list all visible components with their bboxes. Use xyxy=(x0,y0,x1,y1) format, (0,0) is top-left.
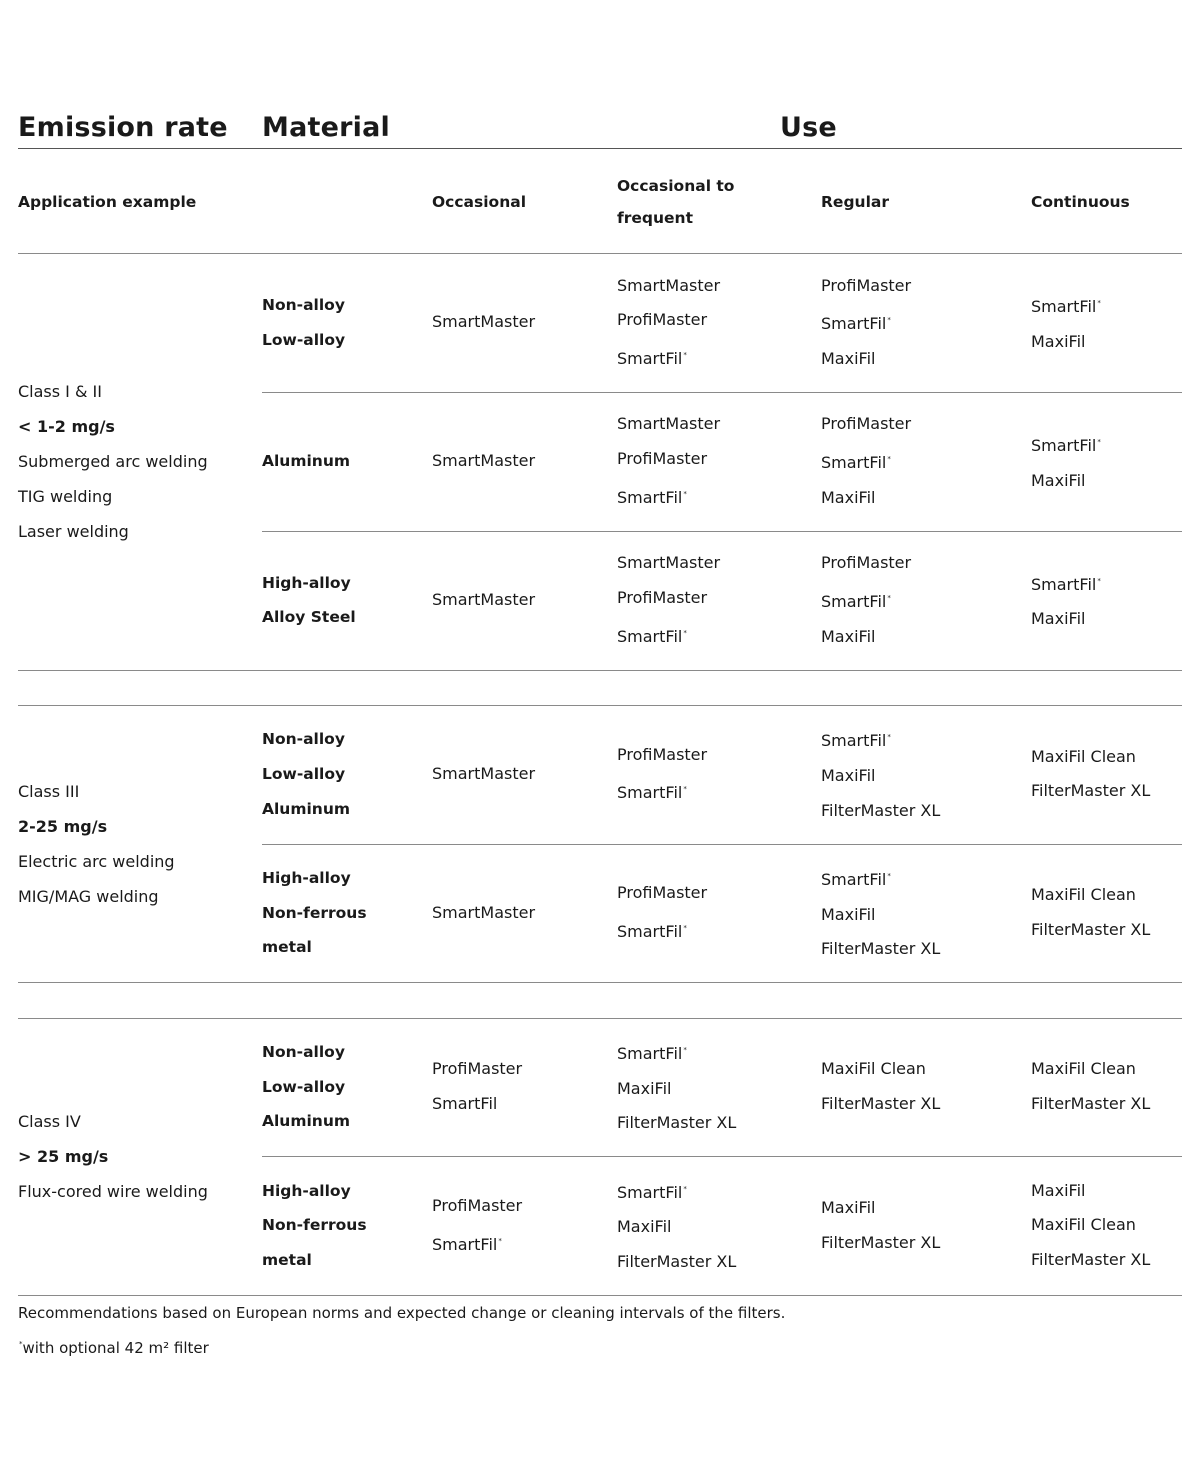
cell-occasional xyxy=(432,844,612,983)
cell-occasional xyxy=(432,705,612,844)
product-name xyxy=(1031,325,1191,360)
text: SmartFil xyxy=(617,783,683,803)
product-name xyxy=(1031,1208,1191,1243)
cell-occasional-to-frequent xyxy=(617,531,817,670)
footnote-star: * xyxy=(683,489,687,498)
product-name xyxy=(617,876,817,911)
product-name xyxy=(617,911,817,950)
cell-occasional-to-frequent xyxy=(617,392,817,531)
product-name xyxy=(617,303,817,338)
product-name xyxy=(617,1245,817,1280)
cell-regular xyxy=(821,392,1026,531)
product-name xyxy=(432,1189,612,1224)
text: SmartMaster xyxy=(617,414,721,434)
text: ProfiMaster xyxy=(432,1059,523,1079)
material-label xyxy=(262,1174,427,1209)
product-name xyxy=(1031,1243,1191,1278)
text: SmartFil xyxy=(821,314,887,334)
text: FilterMaster XL xyxy=(617,1113,737,1133)
material-label xyxy=(262,1208,427,1243)
text: ProfiMaster xyxy=(617,587,708,607)
product-name xyxy=(821,1191,1026,1226)
text: High-alloy xyxy=(262,573,351,592)
product-name xyxy=(617,1033,817,1072)
product-name xyxy=(617,442,817,477)
footnote-star: * xyxy=(683,923,687,932)
text: Aluminum xyxy=(262,452,351,471)
text: High-alloy xyxy=(262,868,351,887)
column-header-occasional-to-frequent-line1: Occasional to xyxy=(617,177,735,195)
group-divider xyxy=(18,670,1182,671)
product-name xyxy=(1031,464,1191,499)
group-divider xyxy=(18,1295,1182,1296)
application-example: Laser welding xyxy=(18,522,129,542)
text: MaxiFil xyxy=(821,904,876,924)
product-name xyxy=(1031,602,1191,637)
product-name xyxy=(617,1210,817,1245)
product-name xyxy=(617,407,817,442)
emission-class-cell xyxy=(18,254,258,670)
product-name xyxy=(1031,564,1191,603)
text: metal xyxy=(262,1250,312,1269)
product-name xyxy=(617,581,817,616)
text: Low-alloy xyxy=(262,1077,346,1096)
cell-continuous xyxy=(1031,254,1191,393)
class-name: Class I & II xyxy=(18,382,102,402)
text: MaxiFil xyxy=(821,349,876,369)
material-label xyxy=(262,792,427,827)
footnote-star: * xyxy=(498,1236,502,1245)
cell-occasional-to-frequent xyxy=(617,844,817,983)
product-name xyxy=(432,1224,612,1263)
product-name xyxy=(821,1226,1026,1261)
material-label xyxy=(262,1035,427,1070)
cell-continuous xyxy=(1031,844,1191,983)
text: MaxiFil xyxy=(821,765,876,785)
cell-continuous xyxy=(1031,531,1191,670)
cell-regular xyxy=(821,254,1026,393)
material-label xyxy=(262,288,427,323)
application-example: MIG/MAG welding xyxy=(18,886,159,906)
product-name xyxy=(617,269,817,304)
emission-rate-heading: Emission rate xyxy=(18,112,228,143)
footnote-star: * xyxy=(1097,576,1101,585)
cell-material xyxy=(262,254,427,393)
cell-occasional-to-frequent xyxy=(617,254,817,393)
text: SmartFil xyxy=(617,1182,683,1202)
material-label xyxy=(262,722,427,757)
product-name xyxy=(617,1106,817,1141)
product-name xyxy=(617,1072,817,1107)
cell-occasional xyxy=(432,531,612,670)
application-example: Electric arc welding xyxy=(18,851,175,871)
cell-continuous xyxy=(1031,1018,1191,1157)
emission-class-cell xyxy=(18,1018,258,1295)
material-label xyxy=(262,566,427,601)
application-example: Flux-cored wire welding xyxy=(18,1181,208,1201)
text: SmartFil xyxy=(617,349,683,369)
product-name xyxy=(617,738,817,773)
text: SmartMaster xyxy=(617,275,721,295)
footnote-star: * xyxy=(683,785,687,794)
footnote-star: * xyxy=(887,871,891,880)
material-label xyxy=(262,444,427,479)
emission-rate-value: 2-25 mg/s xyxy=(18,816,108,836)
product-name xyxy=(821,620,1026,655)
product-name xyxy=(1031,774,1191,809)
cell-continuous xyxy=(1031,392,1191,531)
text: SmartFil xyxy=(617,1043,683,1063)
material-label xyxy=(262,1104,427,1139)
product-name xyxy=(821,407,1026,442)
text: FilterMaster XL xyxy=(821,1093,941,1113)
cell-regular xyxy=(821,1018,1026,1157)
product-name xyxy=(1031,1052,1191,1087)
footnote-star: * xyxy=(683,628,687,637)
material-label xyxy=(262,600,427,635)
material-label xyxy=(262,1070,427,1105)
text: MaxiFil xyxy=(821,487,876,507)
text: High-alloy xyxy=(262,1181,351,1200)
use-heading: Use xyxy=(780,112,837,143)
text: MaxiFil xyxy=(821,626,876,646)
text: SmartFil xyxy=(821,591,887,611)
product-name xyxy=(432,305,612,340)
product-name xyxy=(617,477,817,516)
material-label xyxy=(262,757,427,792)
text: ProfiMaster xyxy=(617,310,708,330)
product-name xyxy=(821,720,1026,759)
product-name xyxy=(617,772,817,811)
cell-regular xyxy=(821,1156,1026,1295)
cell-regular xyxy=(821,705,1026,844)
text: SmartFil xyxy=(821,869,887,889)
product-name xyxy=(1031,286,1191,325)
product-name xyxy=(617,616,817,655)
text: FilterMaster XL xyxy=(1031,1093,1151,1113)
product-name xyxy=(432,896,612,931)
text: FilterMaster XL xyxy=(617,1251,737,1271)
text: ProfiMaster xyxy=(821,414,912,434)
text: MaxiFil Clean xyxy=(1031,885,1136,905)
material-label xyxy=(262,896,427,931)
product-name xyxy=(821,303,1026,342)
cell-occasional xyxy=(432,254,612,393)
cell-regular xyxy=(821,844,1026,983)
product-name xyxy=(1031,878,1191,913)
text: SmartMaster xyxy=(432,589,536,609)
text: Non-ferrous xyxy=(262,903,367,922)
text: SmartFil xyxy=(1031,297,1097,317)
text: SmartMaster xyxy=(432,763,536,783)
product-name xyxy=(821,859,1026,898)
product-name xyxy=(1031,740,1191,775)
product-name xyxy=(1031,913,1191,948)
footnote-star: * xyxy=(887,593,891,602)
class-name: Class III xyxy=(18,781,80,801)
cell-occasional-to-frequent xyxy=(617,1156,817,1295)
text: FilterMaster XL xyxy=(1031,781,1151,801)
text: SmartFil xyxy=(821,731,887,751)
column-header-regular: Regular xyxy=(821,193,889,211)
cell-occasional xyxy=(432,392,612,531)
text: ProfiMaster xyxy=(821,275,912,295)
material-label xyxy=(262,323,427,358)
column-header-occasional-to-frequent xyxy=(617,150,734,254)
footnote-star: * xyxy=(1097,299,1101,308)
text: ProfiMaster xyxy=(617,883,708,903)
group-divider xyxy=(18,982,1182,983)
product-name xyxy=(821,794,1026,829)
product-name xyxy=(821,481,1026,516)
text: ProfiMaster xyxy=(432,1195,523,1215)
product-name xyxy=(821,546,1026,581)
text: MaxiFil xyxy=(617,1078,672,1098)
text: metal xyxy=(262,938,312,957)
text: Aluminum xyxy=(262,799,351,818)
footnote-text: with optional 42 m² filter xyxy=(22,1339,209,1357)
product-name xyxy=(617,1172,817,1211)
product-name xyxy=(432,757,612,792)
product-name xyxy=(821,1052,1026,1087)
cell-material xyxy=(262,1156,427,1295)
application-example: Submerged arc welding xyxy=(18,452,208,472)
cell-occasional-to-frequent xyxy=(617,1018,817,1157)
cell-material xyxy=(262,844,427,983)
emission-rate-value: < 1-2 mg/s xyxy=(18,417,115,437)
product-name xyxy=(821,759,1026,794)
text: SmartFil xyxy=(617,921,683,941)
footnote-star: * xyxy=(683,1045,687,1054)
footnote xyxy=(18,1339,209,1357)
material-heading: Material xyxy=(262,112,390,143)
cell-occasional-to-frequent xyxy=(617,705,817,844)
text: SmartFil xyxy=(617,487,683,507)
product-name xyxy=(432,583,612,618)
product-name xyxy=(617,338,817,377)
text: MaxiFil xyxy=(1031,1180,1086,1200)
footnote-star: * xyxy=(887,733,891,742)
product-name xyxy=(821,932,1026,967)
footnote-star: * xyxy=(1097,437,1101,446)
text: FilterMaster XL xyxy=(1031,919,1151,939)
cell-occasional xyxy=(432,1018,612,1157)
text: Non-alloy xyxy=(262,730,345,749)
text: ProfiMaster xyxy=(821,553,912,573)
product-name xyxy=(617,546,817,581)
product-name xyxy=(821,1087,1026,1122)
text: MaxiFil xyxy=(821,1197,876,1217)
text: FilterMaster XL xyxy=(821,800,941,820)
class-name: Class IV xyxy=(18,1111,81,1131)
text: MaxiFil xyxy=(1031,470,1086,490)
text: MaxiFil Clean xyxy=(1031,746,1136,766)
text: Low-alloy xyxy=(262,764,346,783)
recommendation-note: Recommendations based on European norms and expected change or cleaning intervals of the filters. xyxy=(18,1304,786,1322)
cell-continuous xyxy=(1031,705,1191,844)
product-name xyxy=(821,898,1026,933)
column-header-occasional-to-frequent-line2: frequent xyxy=(617,209,693,227)
footnote-mark: * xyxy=(19,1340,23,1348)
emission-class-cell xyxy=(18,705,258,982)
product-name xyxy=(432,1052,612,1087)
footnote-star: * xyxy=(887,316,891,325)
text: SmartFil xyxy=(1031,574,1097,594)
text: MaxiFil xyxy=(1031,609,1086,629)
text: MaxiFil Clean xyxy=(821,1059,926,1079)
text: ProfiMaster xyxy=(617,744,708,764)
product-name xyxy=(1031,1174,1191,1209)
text: MaxiFil xyxy=(617,1217,672,1237)
column-header-application-example: Application example xyxy=(18,193,197,211)
cell-material xyxy=(262,531,427,670)
footnote-star: * xyxy=(683,351,687,360)
cell-continuous xyxy=(1031,1156,1191,1295)
material-label xyxy=(262,930,427,965)
text: MaxiFil Clean xyxy=(1031,1059,1136,1079)
text: ProfiMaster xyxy=(617,449,708,469)
cell-material xyxy=(262,1018,427,1157)
text: FilterMaster XL xyxy=(821,1232,941,1252)
title-divider xyxy=(18,148,1182,149)
product-name xyxy=(1031,425,1191,464)
product-name xyxy=(1031,1087,1191,1122)
text: Non-alloy xyxy=(262,1042,345,1061)
product-name xyxy=(821,342,1026,377)
emission-rate-value: > 25 mg/s xyxy=(18,1146,109,1166)
text: FilterMaster XL xyxy=(821,939,941,959)
text: SmartMaster xyxy=(617,553,721,573)
footnote-star: * xyxy=(683,1184,687,1193)
material-label xyxy=(262,1243,427,1278)
cell-material xyxy=(262,392,427,531)
text: MaxiFil Clean xyxy=(1031,1215,1136,1235)
cell-occasional xyxy=(432,1156,612,1295)
text: Aluminum xyxy=(262,1112,351,1131)
text: Alloy Steel xyxy=(262,608,356,627)
column-header-continuous: Continuous xyxy=(1031,193,1130,211)
text: SmartMaster xyxy=(432,902,536,922)
cell-material xyxy=(262,705,427,844)
product-name xyxy=(432,444,612,479)
text: SmartMaster xyxy=(432,451,536,471)
column-header-occasional: Occasional xyxy=(432,193,527,211)
text: Non-alloy xyxy=(262,296,345,315)
product-name xyxy=(821,581,1026,620)
text: SmartFil xyxy=(617,626,683,646)
text: SmartFil xyxy=(432,1234,498,1254)
text: SmartFil xyxy=(1031,435,1097,455)
application-example: TIG welding xyxy=(18,487,113,507)
text: Non-ferrous xyxy=(262,1216,367,1235)
text: SmartMaster xyxy=(432,312,536,332)
text: MaxiFil xyxy=(1031,331,1086,351)
cell-regular xyxy=(821,531,1026,670)
product-name xyxy=(821,442,1026,481)
text: FilterMaster XL xyxy=(1031,1249,1151,1269)
product-name xyxy=(821,269,1026,304)
text: Low-alloy xyxy=(262,330,346,349)
material-label xyxy=(262,861,427,896)
product-name xyxy=(432,1087,612,1122)
text: SmartFil xyxy=(432,1093,498,1113)
footnote-star: * xyxy=(887,455,891,464)
text: SmartFil xyxy=(821,453,887,473)
